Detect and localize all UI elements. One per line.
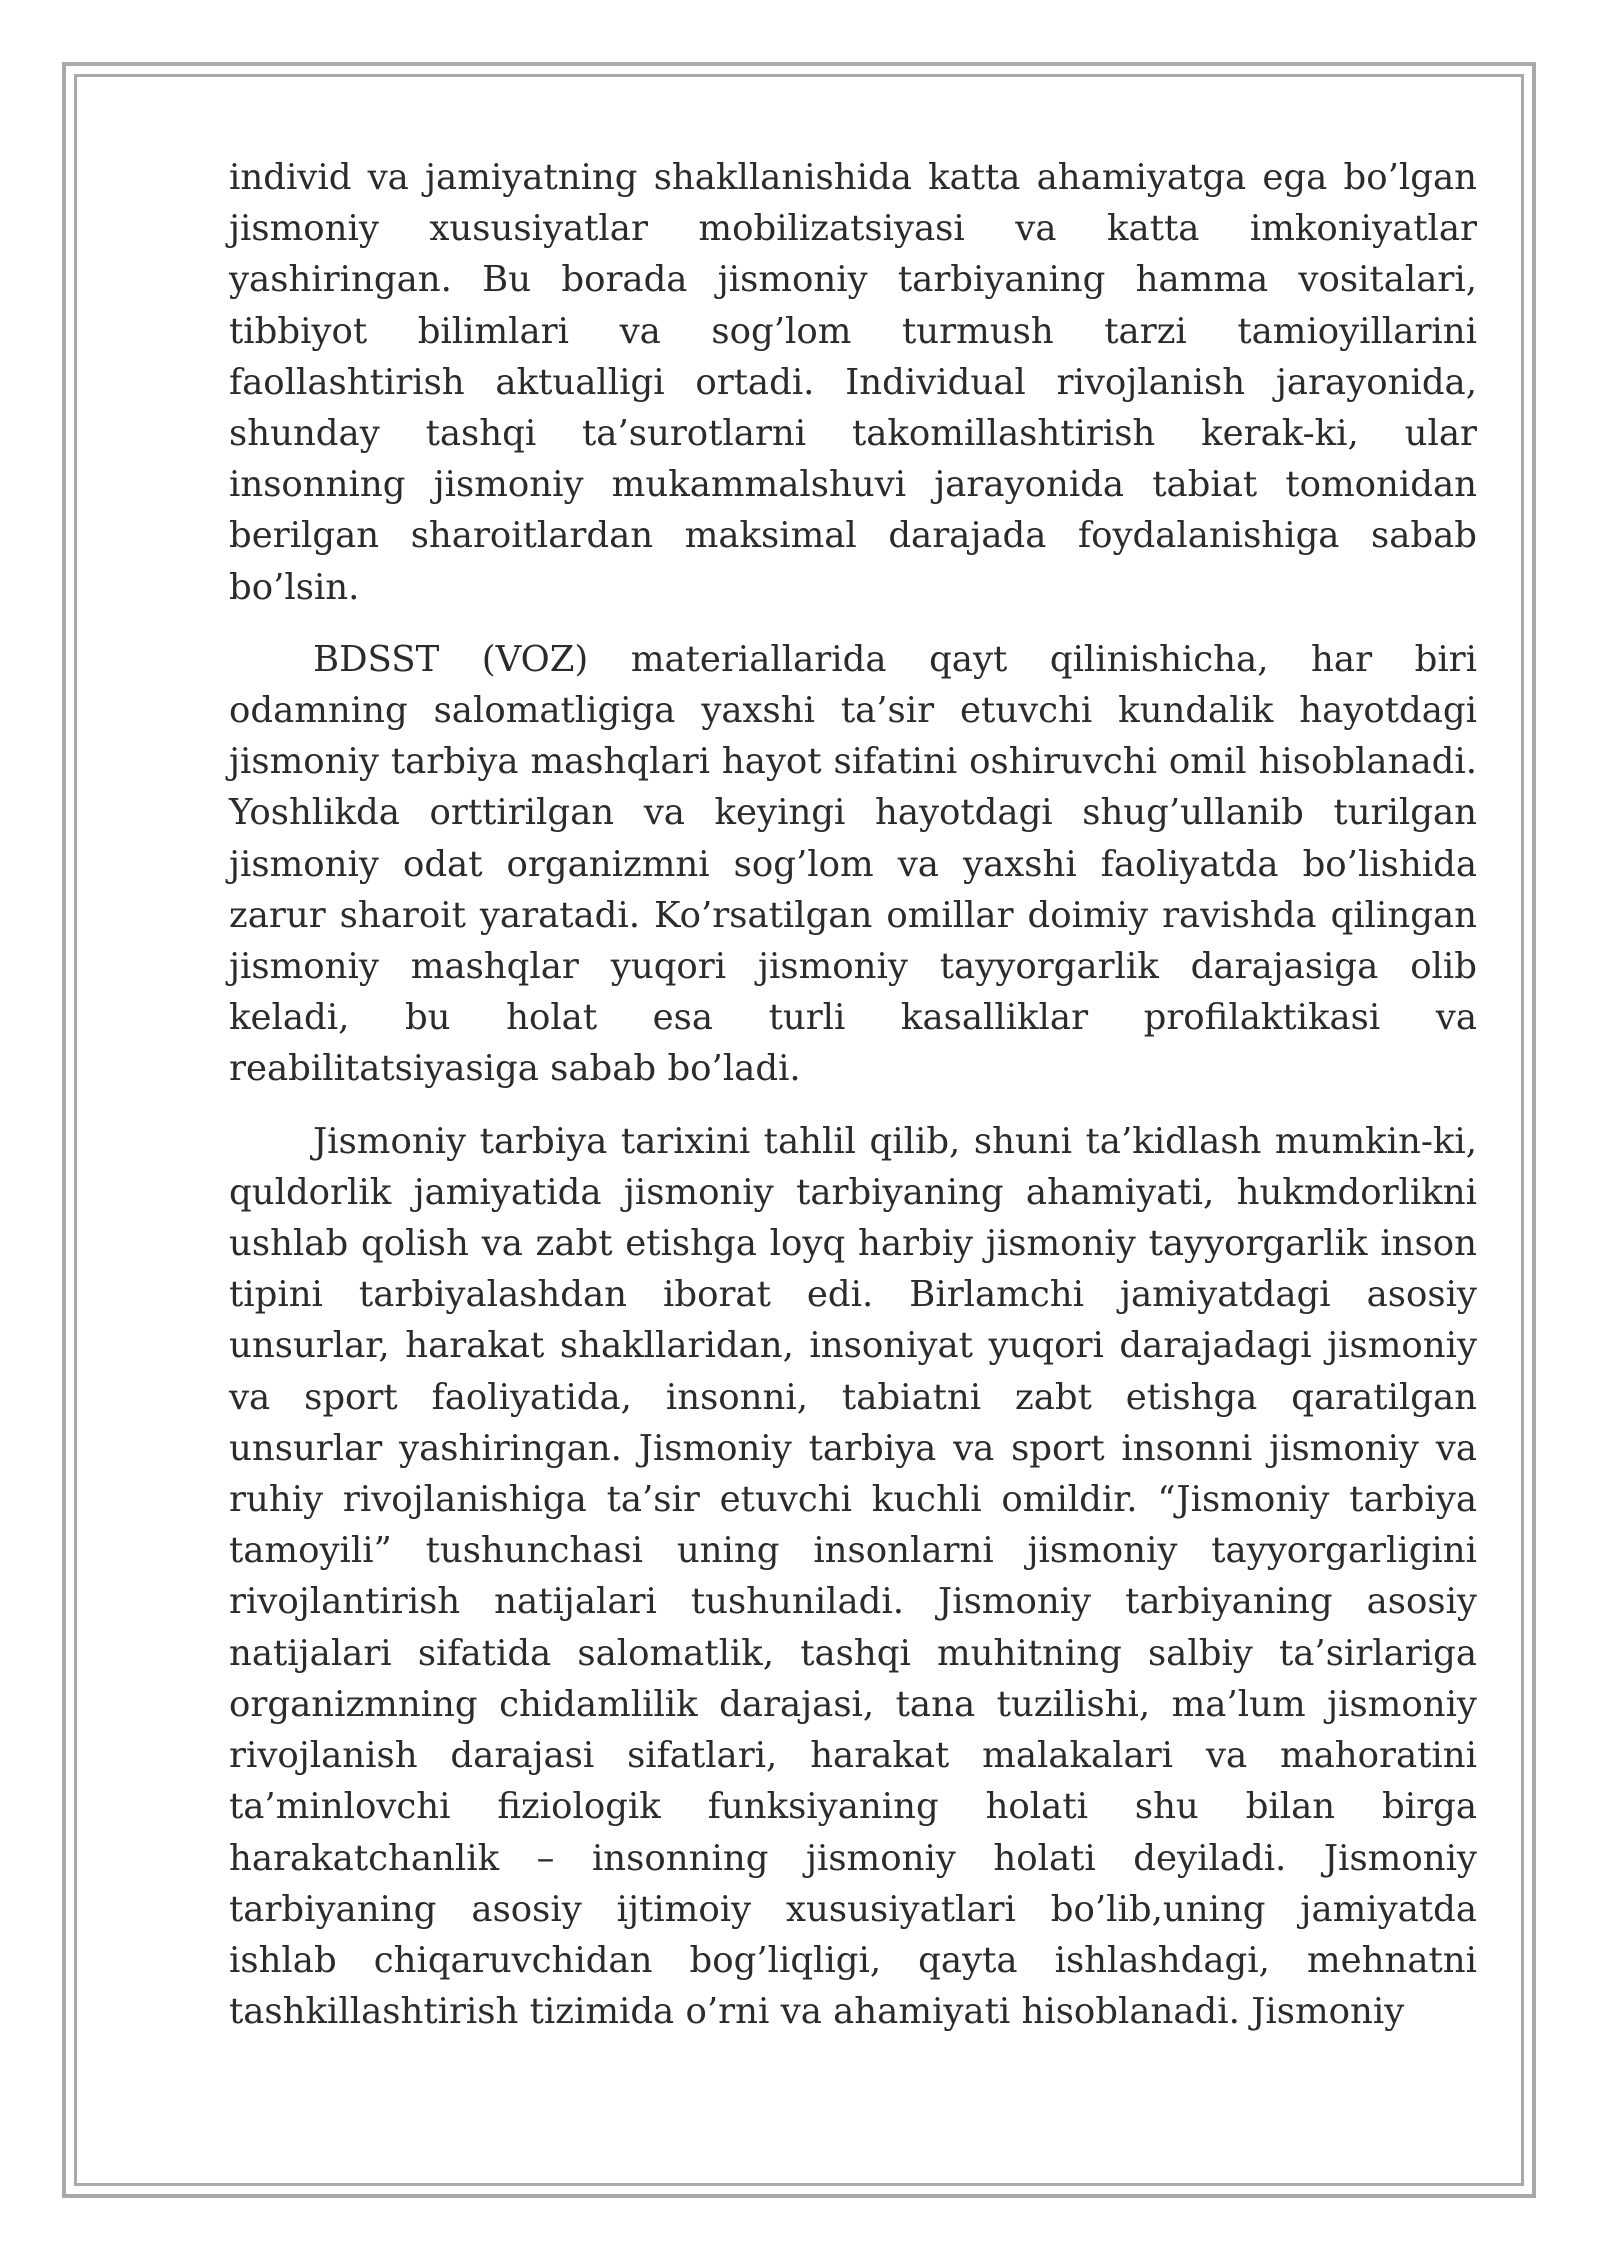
document-body — [229, 152, 1477, 2058]
paragraph-2: BDSST (VOZ) materiallarida qayt qilinishicha, har biri odamning salomatligiga yaxshi ta’sir etuvchi kundalik hayotdagi jismoniy tarbiya mashqlari hayot sifatini oshiruvchi omil hisoblanadi. Yoshlikda orttirilgan va keyingi hayotdagi shug’ullanib turilgan jismoniy odat organizmni sog’lom va yaxshi faoliyatda bo’lishida zarur sharoit yaratadi. Ko’rsatilgan omillar doimiy ravishda qilingan jismoniy mashqlar yuqori jismoniy tayyorgarlik darajasiga olib keladi, bu holat esa turli kasalliklar profilaktikasi va reabilitatsiyasiga sabab bo’ladi. — [229, 638, 1477, 1090]
paragraph-3: Jismoniy tarbiya tarixini tahlil qilib, shuni ta’kidlash mumkin-ki, quldorlik jamiyatida jismoniy tarbiyaning ahamiyati, hukmdorlikni ushlab qolish va zabt etishga loyq harbiy jismoniy tayyorgarlik inson tipini tarbiyalashdan iborat edi. Birlamchi jamiyatdagi asosiy unsurlar, harakat shakllaridan, insoniyat yuqori darajadagi jismoniy va sport faoliyatida, insonni, tabiatni zabt etishga qaratilgan unsurlar yashiringan. Jismoniy tarbiya va sport insonni jismoniy va ruhiy rivojlanishiga ta’sir etuvchi kuchli omildir. “Jismoniy tarbiya tamoyili” tushunchasi uning insonlarni jismoniy tayyorgarligini rivojlantirish natijalari tushuniladi. Jismoniy tarbiyaning asosiy natijalari sifatida salomatlik, tashqi muhitning salbiy ta’sirlariga organizmning chidamlilik darajasi, tana tuzilishi, ma’lum jismoniy rivojlanish darajasi sifatlari, harakat malakalari va mahoratini ta’minlovchi fiziologik funksiyaning holati shu bilan birga harakatchanlik – insonning jismoniy holati deyiladi. Jismoniy tarbiyaning asosiy ijtimoiy xususiyatlari bo’lib,uning jamiyatda ishlab chiqaruvchidan bog’liqligi, qayta ishlashdagi, mehnatni tashkillashtirish tizimida o’rni va ahamiyati hisoblanadi. Jismoniy — [229, 1120, 1477, 2033]
paragraph-1: individ va jamiyatning shakllanishida katta ahamiyatga ega bo’lgan jismoniy xususiyatlar mobilizatsiyasi va katta imkoniyatlar yashiringan. Bu borada jismoniy tarbiyaning hamma vositalari, tibbiyot bilimlari va sog’lom turmush tarzi tamioyillarini faollashtirish aktualligi ortadi. Individual rivojlanish jarayonida, shunday tashqi ta’surotlarni takomillashtirish kerak-ki, ular insonning jismoniy mukammalshuvi jarayonida tabiat tomonidan berilgan sharoitlardan maksimal darajada foydalanishiga sabab bo’lsin. — [229, 157, 1477, 608]
